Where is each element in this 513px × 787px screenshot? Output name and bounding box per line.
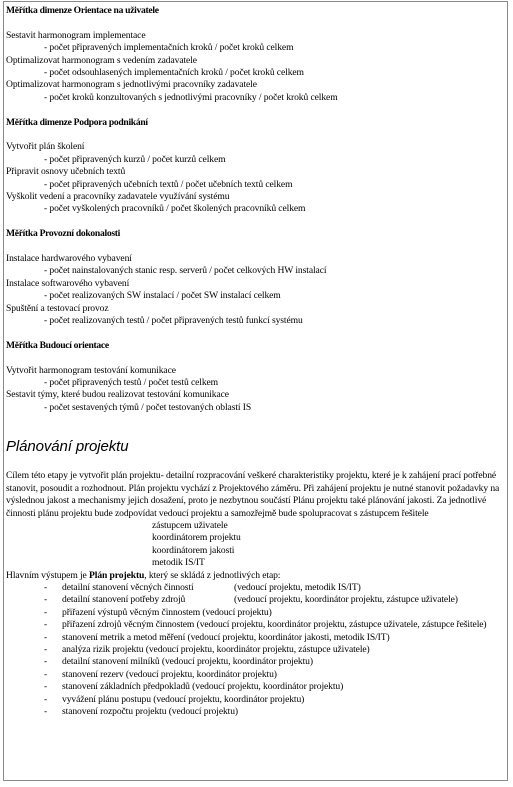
goal-label: Vytvořit harmonogram testování komunikace [6, 364, 176, 376]
goal-metric: - počet připravených testů / počet testů celkem [44, 377, 219, 389]
step-text: stanovení základních předpokladů (vedoucí projektu, koordinátor projektu) [62, 681, 344, 693]
goal-metric: - počet realizovaných testů / počet připravených testů funkcí systému [44, 315, 303, 327]
section-title: Měřítka Provozní dokonalosti [6, 228, 121, 240]
goal-label: Sestavit týmy, které budou realizovat testování komunikace [6, 389, 229, 401]
dash-bullet: - [44, 656, 48, 668]
goal-label: Optimalizovat harmonogram s jednotlivými pracovníky zadavatele [6, 79, 257, 91]
step-item [6, 619, 506, 631]
output-suffix: , který se skládá z jednotlivých etap: [144, 569, 281, 581]
goal-metric: - počet odsouhlasených implementačních kroků / počet kroků celkem [44, 67, 304, 79]
dash-bullet: - [44, 668, 48, 680]
step-resp: (vedoucí projektu, koordinátor projektu, zástupce uživatele) [234, 594, 458, 606]
output-sentence [6, 570, 506, 582]
step-item [6, 582, 506, 594]
goal-metric: - počet připravených učebních textů / počet učebních textů celkem [44, 178, 293, 190]
step-text: detailní stanovení milníků (vedoucí projektu, koordinátor projektu) [62, 656, 313, 668]
step-item [6, 632, 506, 644]
goal-label: Spuštění a testovací provoz [6, 302, 109, 314]
goal-metric: - počet připravených implementačních kroků / počet kroků celkem [44, 42, 294, 54]
goal-metric: - počet sestavených týmů / počet testovaných oblastí IS [44, 401, 252, 413]
step-text: přiřazení výstupů věcným činnostem (vedoucí projektu) [62, 606, 272, 618]
step-item [6, 694, 506, 706]
section-title: Měřítka dimenze Podpora podnikání [6, 116, 148, 128]
output-bold: Plán projektu [89, 569, 145, 581]
step-text: stanovení metrik a metod měření (vedoucí projektu, koordinátor jakosti, metodik IS/IT) [62, 631, 390, 643]
dash-bullet: - [44, 631, 48, 643]
document-frame [3, 1, 508, 781]
goal-metric: - počet připravených kurzů / počet kurzů celkem [44, 153, 226, 165]
dash-bullet: - [44, 643, 48, 655]
goal-label: Optimalizovat harmonogram s vedením zadavatele [6, 54, 197, 66]
dash-bullet: - [44, 693, 48, 705]
goal-label: Připravit osnovy učebních textů [6, 166, 126, 178]
role-item: zástupcem uživatele [152, 519, 228, 531]
goal-metric: - počet nainstalovaných stanic resp. serverů / počet celkových HW instalací [44, 265, 327, 277]
role-item: koordinátorem projektu [152, 532, 241, 544]
step-text: přiřazení zdrojů věcným činnostem (vedoucí projektu, koordinátor projektu, zástupce uživatele, zástupce řešitele) [62, 619, 487, 631]
dash-bullet: - [44, 581, 48, 593]
dash-bullet: - [44, 594, 48, 606]
step-text: stanovení rezerv (vedoucí projektu, koordinátor projektu) [62, 668, 277, 680]
role-item: koordinátorem jakosti [152, 544, 235, 556]
output-prefix: Hlavním výstupem je [6, 569, 89, 581]
step-text: vyvážení plánu postupu (vedoucí projektu, koordinátor projektu) [62, 693, 305, 705]
dash-bullet: - [44, 606, 48, 618]
step-item [6, 656, 506, 668]
goal-metric: - počet realizovaných SW instalací / počet SW instalací celkem [44, 290, 281, 302]
step-item [6, 644, 506, 656]
section-title: Měřítka dimenze Orientace na uživatele [6, 5, 159, 16]
step-item [6, 594, 506, 606]
document-body [6, 5, 506, 718]
goal-label: Vyškolit vedení a pracovníky zadavatele využívání systému [6, 191, 230, 203]
step-text: detailní stanovení věcných činností [62, 581, 194, 593]
goal-label: Sestavit harmonogram implementace [6, 29, 146, 41]
section-heading: Plánování projektu [6, 438, 129, 456]
step-item [6, 607, 506, 619]
step-item [6, 681, 506, 693]
goal-label: Instalace softwarového vybavení [6, 277, 130, 289]
step-item [6, 706, 506, 718]
step-item [6, 669, 506, 681]
dash-bullet: - [44, 619, 48, 631]
step-resp: (vedoucí projektu, metodik IS/IT) [234, 581, 361, 593]
step-text: analýza rizik projektu (vedoucí projektu, koordinátor projektu, zástupce uživatele) [62, 643, 370, 655]
goal-label: Instalace hardwarového vybavení [6, 253, 132, 265]
step-text: stanovení rozpočtu projektu (vedoucí projektu) [62, 706, 239, 718]
goal-metric: - počet kroků konzultovaných s jednotlivými pracovníky / počet kroků celkem [44, 91, 338, 103]
dash-bullet: - [44, 681, 48, 693]
planning-paragraph: Cílem této etapy je vytvořit plán projektu- detailní rozpracování veškeré charakteristiky projektu, které je k zahájení prací potřebné stanovit, posoudit a rozhodnout. Plán projektu vychází z Projektového záměru. Při zahájení projektu je nutné stanovit požadavky na výslednou jakost a mechanismy jejich dosažení, proto je nezbytnou součástí Plánu projektu také plánování jakosti. Za jednotlivé činnosti plánu projektu bude zodpovídat vedoucí projektu a samozřejmě bude spolupracovat s zástupcem řešitele [6, 470, 500, 519]
section-title: Měřítka Budoucí orientace [6, 339, 109, 351]
goal-metric: - počet vyškolených pracovníků / počet školených pracovníků celkem [44, 203, 306, 215]
step-text: detailní stanovení potřeby zdrojů [62, 594, 186, 606]
role-item: metodik IS/IT [152, 557, 205, 569]
dash-bullet: - [44, 706, 48, 718]
goal-label: Vytvořit plán školení [6, 141, 85, 153]
